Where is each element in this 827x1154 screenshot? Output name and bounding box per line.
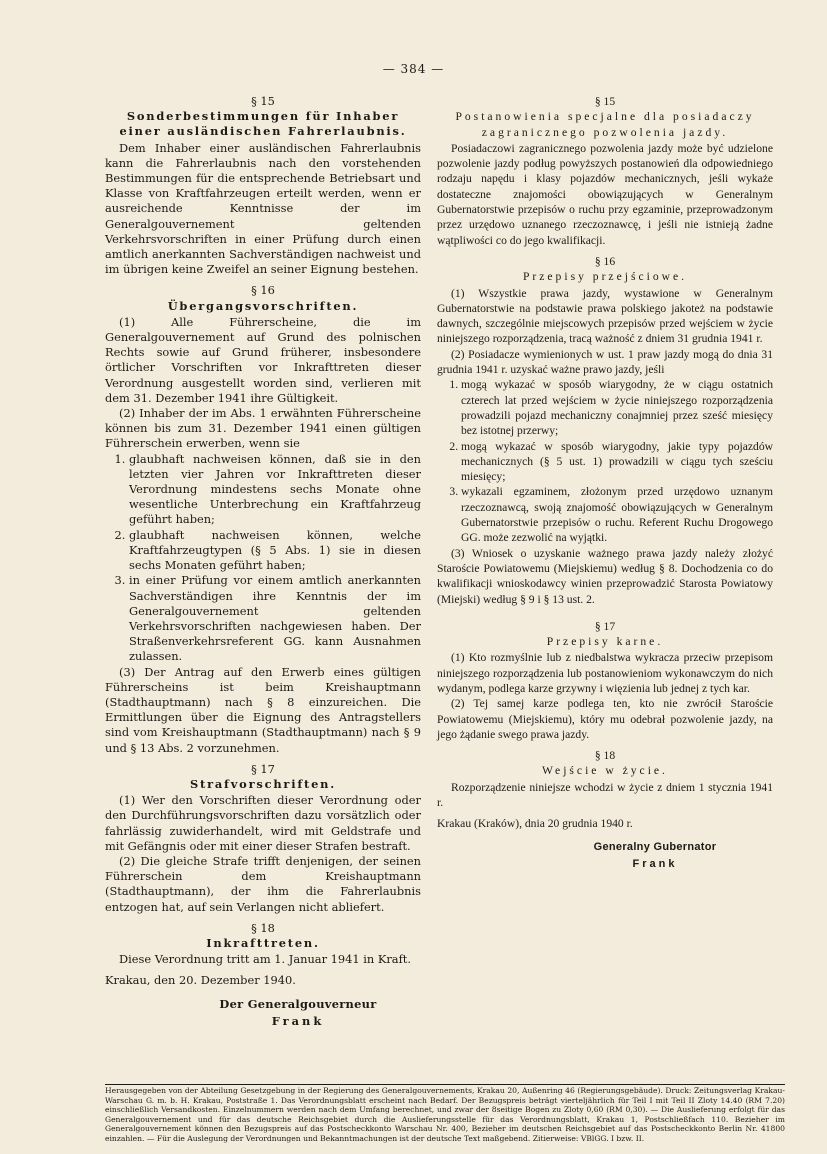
section-16-list xyxy=(105,452,421,665)
section-16-paragraph-2: (2) Posiadacze wymienionych w ust. 1 praw jazdy mogą do dnia 31 grudnia 1941 r. uzyskać ważne prawo jazdy, jeśli xyxy=(437,347,773,377)
section-16-list xyxy=(437,377,773,545)
section-18-text: Rozporządzenie niniejsze wchodzi w życie z dniem 1 stycznia 1941 r. xyxy=(437,780,773,810)
signature-title: Generalny Gubernator xyxy=(593,840,717,853)
section-18-title: Inkrafttreten. xyxy=(206,935,320,950)
list-item: 2. mogą wykazać w sposób wiarygodny, jakie typy pojazdów mechanicznych (§ 5 ust. 1) prowadzili w ciągu tych sześciu miesięcy; xyxy=(461,439,773,485)
section-15-text: Dem Inhaber einer ausländischen Fahrerlaubnis kann die Fahrerlaubnis nach den vorstehenden Bestimmungen für die entsprechende Betriebsart und Klasse von Kraftfahrzeugen erteilt werden, wenn er ausreichende Kenntnisse der im Generalgouvernement geltenden Verkehrsvorschriften in einer Prüfung durch einen amtlich anerkannten Sachverständigen nachweist und im übrigen keine Zweifel an seiner Eignung bestehen. xyxy=(105,140,421,277)
list-item: 2. glaubhaft nachweisen können, welche Kraftfahrzeugtypen (§ 5 Abs. 1) sie in diesen sechs Monaten geführt haben; xyxy=(129,528,421,574)
section-17-paragraph-1: (1) Kto rozmyślnie lub z niedbalstwa wykracza przeciw przepisom niniejszego rozporządzenia lub postanowieniom wykonawczym do nich wydanym, podlega karze grzywny i więzienia lub jednej z tych kar. xyxy=(437,651,773,695)
page-number: — 384 — xyxy=(382,62,445,76)
section-16-title: Przepisy przejściowe. xyxy=(522,270,688,284)
section-16-number: § 16 xyxy=(594,254,616,268)
german-column xyxy=(105,94,421,1029)
section-18-text: Diese Verordnung tritt am 1. Januar 1941 in Kraft. xyxy=(119,952,412,967)
section-17-paragraph-2: (2) Die gleiche Strafe trifft denjenigen, der seinen Führerschein dem Kreishauptmann (Stadthauptmann), der ihm die Fahrerlaubnis entzogen hat, auf sein Verlangen nicht abliefert. xyxy=(105,853,421,914)
list-item: 1. glaubhaft nachweisen können, daß sie in den letzten vier Jahren vor Inkrafttreten dieser Verordnung mindestens sechs Monate ohne wesentliche Unterbrechung ein Kraftfahrzeug geführt haben; xyxy=(129,452,421,528)
section-16-paragraph-3: (3) Der Antrag auf den Erwerb eines gültigen Führerscheins ist beim Kreishauptmann (Stadthauptmann) nach § 8 einzureichen. Die Ermittlungen über die Eignung des Antragstellers sind vom Kreishauptmann (Stadthauptmann) nach § 9 und § 13 Abs. 2 vorzunehmen. xyxy=(105,664,421,755)
section-15-title: Postanowienia specjalne dla posiadaczy zagranicznego pozwolenia jazdy. xyxy=(455,110,755,139)
list-item: 3. wykazali egzaminem, złożonym przed urzędowo uznanym rzeczoznawcą, swoją znajomość obowiązujących w Generalnym Gubernatorstwie przepisów o ruchu. Referent Ruchu Drogowego GG. może zezwolić na wyjątki. xyxy=(461,484,773,545)
section-17-paragraph-2: (2) Tej samej karze podlega ten, kto nie zwrócił Staroście Powiatowemu (Miejskiemu), który mu odebrał pozwolenie jazdy, na jego żądanie swego prawa jazdy. xyxy=(437,697,773,741)
section-18-number: § 18 xyxy=(594,749,616,763)
section-17-title: Przepisy karne. xyxy=(546,635,664,649)
signature-name: Frank xyxy=(271,1013,325,1028)
section-16-paragraph-1: (1) Alle Führerscheine, die im Generalgouvernement auf Grund des polnischen Rechts sowie auf Grund früherer, insbesondere örtlicher Vorschriften vor Inkrafttreten dieser Verordnung ausgestellt worden sind, verlieren mit dem 31. Dezember 1941 ihre Gültigkeit. xyxy=(105,314,421,405)
section-15-number: § 15 xyxy=(251,94,275,108)
section-16-title: Übergangsvorschriften. xyxy=(167,298,359,313)
place-date: Krakau (Kraków), dnia 20 grudnia 1940 r. xyxy=(437,817,633,831)
place-date: Krakau, den 20. Dezember 1940. xyxy=(105,973,296,988)
section-16-paragraph-2: (2) Inhaber der im Abs. 1 erwähnten Führerscheine können bis zum 31. Dezember 1941 einen gültigen Führerschein erwerben, wenn sie xyxy=(105,406,421,451)
section-15-text: Posiadaczowi zagranicznego pozwolenia jazdy może być udzielone pozwolenie jazdy podług powyższych postanowień dla odpowiedniego rodzaju napędu i klasy pojazdów mechanicznych, jeśli wykaże dostateczne znajomości obowiązujących w Generalnym Gubernatorstwie przepisów o ruchu przy egzaminie, przeprowadzonym przez urzędowo uznanego rzeczoznawcę, i jeśli nie istnieją żadne wątpliwości co do jego kwalifikacji. xyxy=(437,141,773,247)
list-item: 1. mogą wykazać w sposób wiarygodny, że w ciągu ostatnich czterech lat przed wejściem w życie niniejszego rozporządzenia prowadzili pojazd mechaniczny conajmniej przez sześć miesięcy bez istotnej przerwy; xyxy=(461,377,773,438)
section-16-number: § 16 xyxy=(251,283,275,298)
polish-column xyxy=(437,94,773,872)
signature-title: Der Generalgouverneur xyxy=(219,996,377,1011)
section-16-paragraph-3: (3) Wniosek o uzyskanie ważnego prawa jazdy należy złożyć Staroście Powiatowemu (Miejskiemu) według § 8. Dochodzenia co do kwalifikacji wnioskodawcy winien przeprowadzić Starosta Powiatowy (Miejski) według § 9 i § 13 ust. 2. xyxy=(437,546,773,606)
publisher-footer: Herausgegeben von der Abteilung Gesetzgebung in der Regierung des Generalgouvernements, Krakau 20, Außenring 46 (Regierungsgebäude). Druck: Zeitungsverlag Krakau-Warschau G. m. b. H. Krakau, Poststraße 1. Das Verordnungsblatt erscheint nach Bedarf. Der Bezugspreis beträgt vierteljährlich für Teil I mit Teil II Zloty 14.40 (RM 7.20) einschließlich Versandkosten. Einzelnummern werden nach dem Umfang berechnet, und zwar der 8seitige Bogen zu Zloty 0,60 (RM 0,30). — Die Auslieferung erfolgt für das Generalgouvernement und für das deutsche Reichsgebiet durch die Auslieferungsstelle für das Verordnungsblatt, Krakau 1, Postschließfach 110. Bezieher im Generalgouvernement können den Bezugspreis auf das Postscheckkonto Warschau Nr. 400, Bezieher im deutschen Reichsgebiet auf das Postscheckkonto Berlin Nr. 41800 einzahlen. — Für die Auslegung der Verordnungen und Bekanntmachungen ist der deutsche Text maßgebend. Zitierweise: VBlGG. I bzw. II. xyxy=(105,1086,785,1143)
list-item: 3. in einer Prüfung vor einem amtlich anerkannten Sachverständigen ihre Kenntnis der im Generalgouvernement geltenden Verkehrsvorschriften nachgewiesen haben. Der Straßenverkehrsreferent GG. kann Ausnahmen zulassen. xyxy=(129,573,421,664)
section-17-number: § 17 xyxy=(594,619,616,633)
section-18-number: § 18 xyxy=(251,920,275,935)
section-17-number: § 17 xyxy=(251,761,275,776)
signature-name: Frank xyxy=(632,857,678,870)
section-16-paragraph-1: (1) Wszystkie prawa jazdy, wystawione w Generalnym Gubernatorstwie na podstawie prawa polskiego jakoteż na podstawie dawnych, szczególnie miejscowych przepisów przed wejściem w życie niniejszego rozporządzenia, tracą ważność z dniem 31 grudnia 1941 r. xyxy=(437,286,773,346)
section-18-title: Wejście w życie. xyxy=(542,764,668,778)
section-15-number: § 15 xyxy=(594,95,616,108)
section-17-title: Strafvorschriften. xyxy=(189,776,336,791)
section-17-paragraph-1: (1) Wer den Vorschriften dieser Verordnung oder den Durchführungsvorschriften dazu vorsätzlich oder fahrlässig zuwiderhandelt, wird mit Geldstrafe und mit Gefängnis oder mit einer dieser Strafen bestraft. xyxy=(105,793,421,853)
footer-divider xyxy=(105,1084,785,1085)
section-15-title: Sonderbestimmungen für Inhaber einer ausländischen Fahrerlaubnis. xyxy=(119,109,407,139)
